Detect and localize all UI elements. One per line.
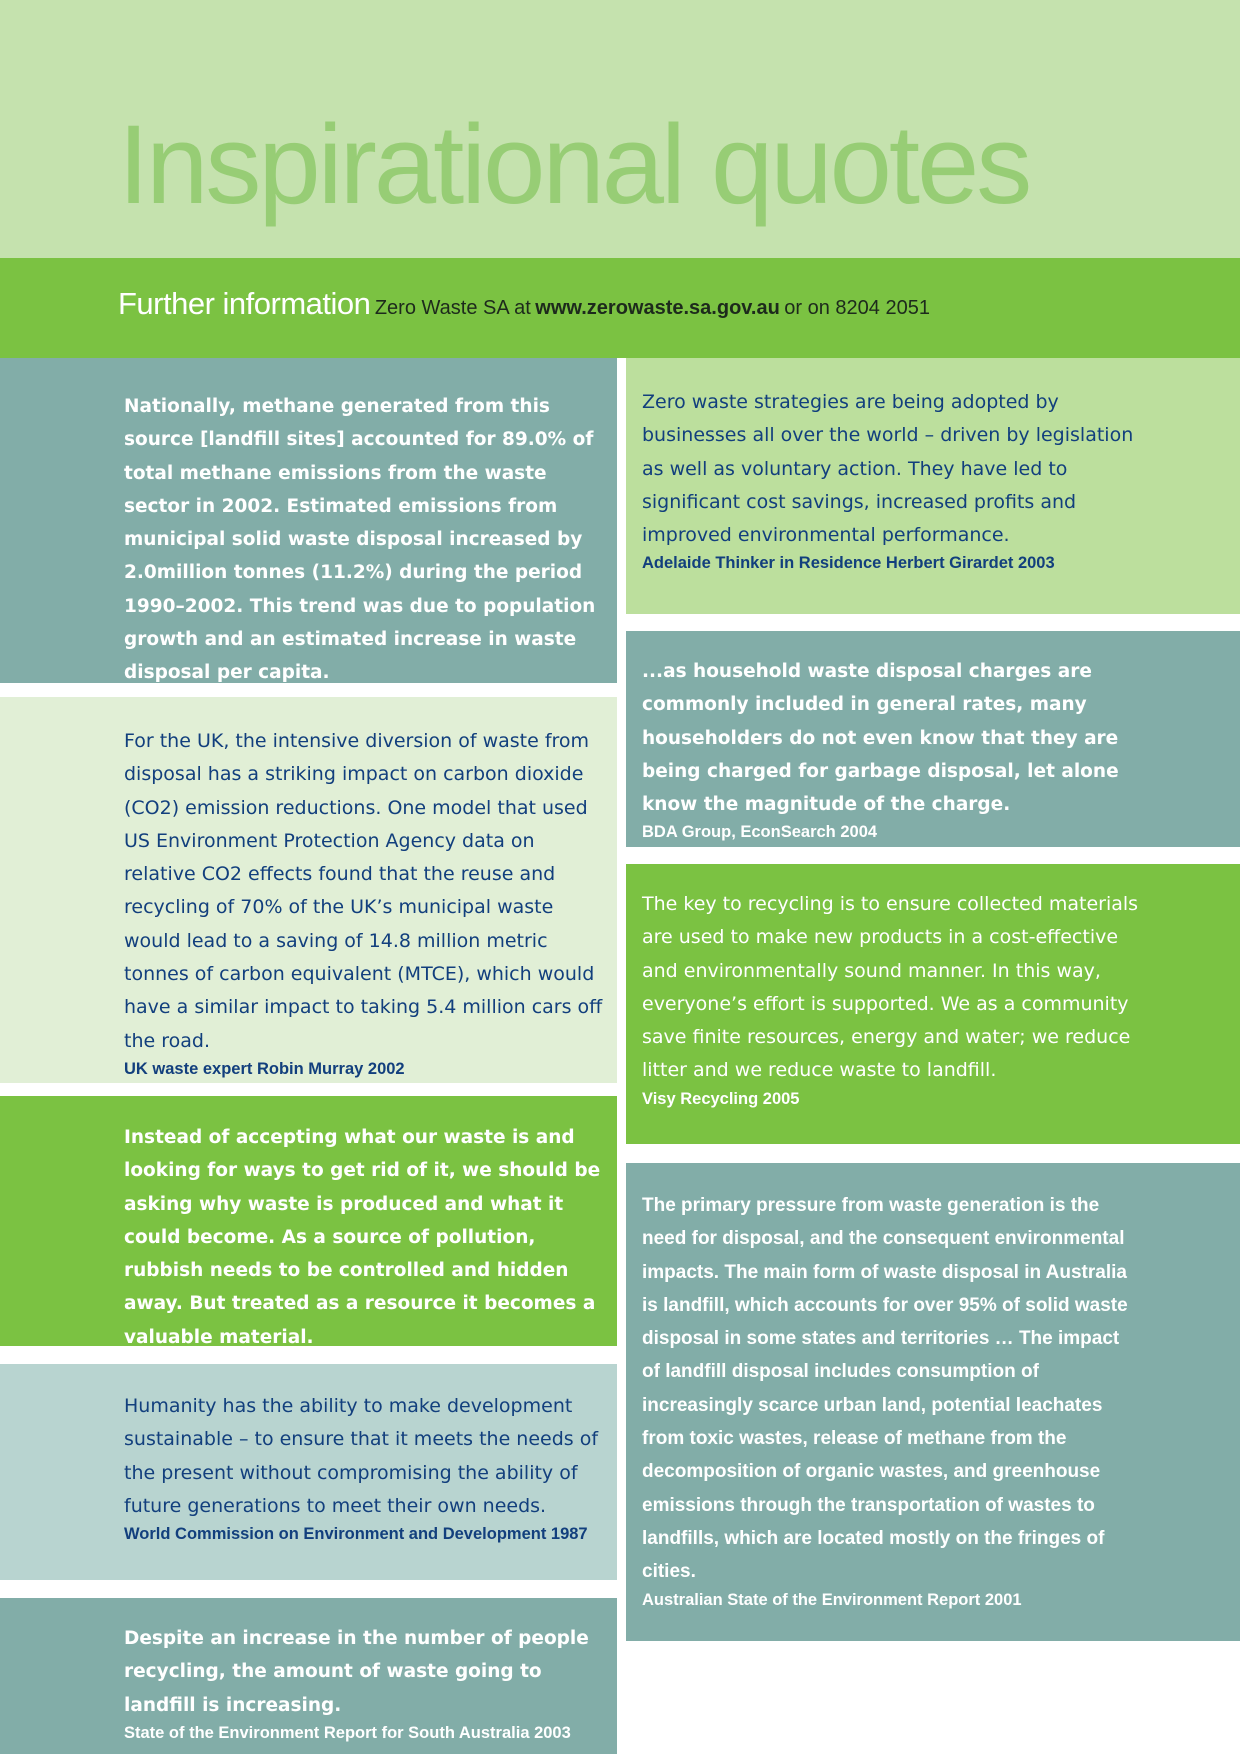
quote-source: State of the Environment Report for South Australia 2003 — [124, 1723, 571, 1742]
quote-card — [626, 358, 1240, 614]
quote-card — [0, 1598, 617, 1754]
quote-source: World Commission on Environment and Development 1987 — [124, 1525, 588, 1544]
quote-text: Nationally, methane generated from this source [landfill sites] accounted for 89.0% of total methane emissions from the waste sector in 2002. Estimated emissions from municipal solid waste disposal increased by 2.0million tonnes (11.2%) during the period 1990–2002. This trend was due to population growth and an estimated increase in waste disposal per capita. — [124, 396, 596, 684]
quote-text: The key to recycling is to ensure collected materials are used to make new products in a cost-effective and environmentally sound manner. In this way, everyone’s effort is supported. We as a community save finite resources, energy and water; we reduce litter and we reduce waste to landfill. — [642, 893, 1139, 1082]
further-info-heading: Further information — [118, 286, 371, 321]
quote-card — [626, 864, 1240, 1144]
quote-text: Zero waste strategies are being adopted by businesses all over the world – driven by legislation as well as voluntary action. They have led to significant cost savings, increased profits and improved environmental performance. — [642, 391, 1134, 547]
quote-text: Instead of accepting what our waste is and looking for ways to get rid of it, we should be asking why waste is produced and what it could become. As a source of pollution, rubbish needs to be controlled and hidden away. But treated as a resource it becomes a valuable material. — [124, 1127, 601, 1348]
quote-source: BDA Group, EconSearch 2004 — [642, 823, 878, 842]
further-info-bar — [0, 258, 1240, 358]
quote-card — [0, 697, 617, 1083]
further-info-line — [118, 286, 930, 322]
page-title: Inspirational quotes — [118, 102, 1030, 227]
quote-text: ...as household waste disposal charges are commonly included in general rates, many householders do not even know that they are being charged for garbage disposal, let alone know the magnitude of the charge. — [642, 661, 1119, 816]
quote-card — [0, 1364, 617, 1580]
quote-text: Humanity has the ability to make development sustainable – to ensure that it meets the needs of the present without compromising the ability of future generations to meet their own needs. — [124, 1395, 599, 1517]
quote-source: Australian State of the Environment Report 2001 — [642, 1590, 1022, 1609]
quote-text: The primary pressure from waste generation is the need for disposal, and the consequent environmental impacts. The main form of waste disposal in Australia is landfill, which accounts for over 95% of solid waste disposal in some states and territories … The impact of landfill disposal includes consumption of increasingly scarce urban land, potential leachates from toxic wastes, release of methane from the decomposition of organic wastes, and greenhouse emissions through the transportation of wastes to landfills, which are located mostly on the fringes of cities. — [642, 1195, 1128, 1583]
quote-text: For the UK, the intensive diversion of waste from disposal has a striking impact on carbon dioxide (CO2) emission reductions. One model that used US Environment Protection Agency data on relative CO2 effects found that the reuse and recycling of 70% of the UK’s municipal waste would lead to a saving of 14.8 million metric tonnes of carbon equivalent (MTCE), which would have a similar impact to taking 5.4 million cars off the road. — [124, 730, 603, 1052]
quote-card — [626, 631, 1240, 847]
quote-card — [0, 358, 617, 683]
further-info-text: Zero Waste SA at — [374, 297, 531, 319]
website-link[interactable]: www.zerowaste.sa.gov.au — [535, 297, 780, 319]
quote-source: UK waste expert Robin Murray 2002 — [124, 1059, 405, 1078]
header-band — [0, 0, 1240, 258]
quote-text: Despite an increase in the number of people recycling, the amount of waste going to landfill is increasing. — [124, 1628, 589, 1716]
quote-source: Visy Recycling 2005 — [642, 1089, 800, 1108]
quote-card — [0, 1096, 617, 1346]
phone-text: or on 8204 2051 — [784, 297, 930, 319]
quote-source: Adelaide Thinker in Residence Herbert Girardet 2003 — [642, 554, 1055, 573]
quote-card — [626, 1163, 1240, 1641]
